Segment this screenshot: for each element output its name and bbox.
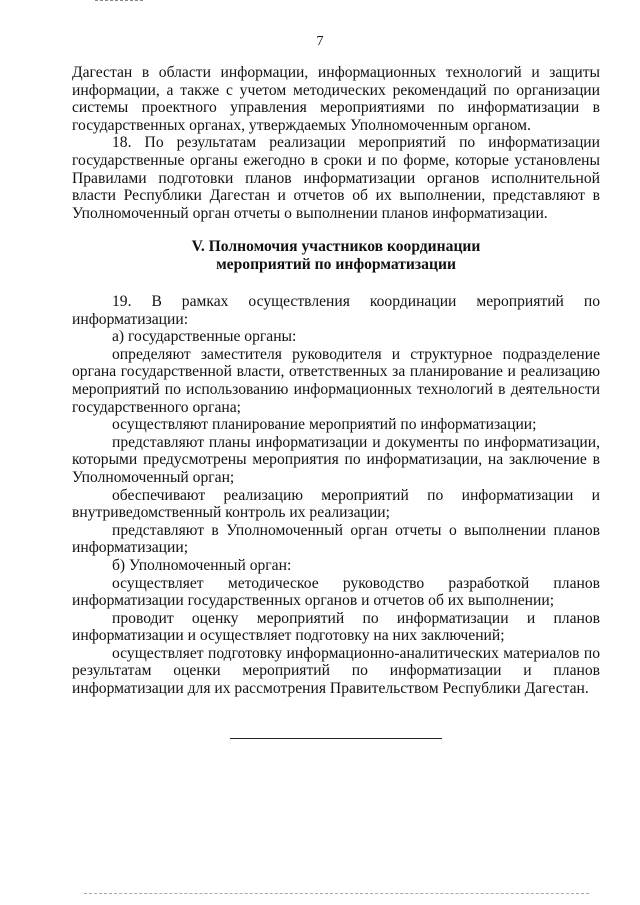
end-of-document-rule [230,738,442,739]
subclause-b-heading: б) Уполномоченный орган: [112,556,292,574]
section-heading-line-1: V. Полномочия участников координации [191,238,481,255]
paragraph-18: 18. По результатам реализации мероприятий по информатизации государственные органы ежегодно в сроки и по форме, которые установлены Правилами подготовки планов информатизации органов исполнительной власти Республики Дагестан и отчетов об их выполнении, представляют в Уполномоченный орган отчеты о выполнении планов информатизации. [72,134,600,222]
clause-intro: 19. В рамках осуществления координации мероприятий по информатизации: [72,293,600,328]
list-item: осуществляют планирование мероприятий по информатизации; [112,416,537,434]
list-item: представляют в Уполномоченный орган отчеты о выполнении планов информатизации; [72,521,600,557]
subclause-a-heading: а) государственные органы: [112,328,297,346]
page-number: 7 [316,34,324,49]
list-item: проводит оценку мероприятий по информатизации и планов информатизации и осуществляет подготовку на них заключений; [72,609,600,645]
scan-edge-mark [95,0,143,1]
section-heading-line-2: мероприятий по информатизации [216,255,456,273]
list-item: представляют планы информатизации и документы по информатизации, которыми предусмотрены мероприятия по информатизации, на заключение в Уполномоченный орган; [72,433,600,486]
clause-19 [72,293,600,698]
document-body [72,64,600,222]
section-heading [72,238,600,273]
scan-edge-mark [84,893,589,894]
paragraph-continuation: Дагестан в области информации, информационных технологий и защиты информации, а также с учетом методических рекомендаций по организации системы проектного управления мероприятиями по информатизации в государственных органах, утверждаемых Уполномоченным органом. [72,64,600,134]
list-item: осуществляет подготовку информационно-аналитических материалов по результатам оценки мероприятий по информатизации и планов информатизации для их рассмотрения Правительством Республики Дагестан. [72,644,600,698]
list-item: осуществляет методическое руководство разработкой планов информатизации государственных органов и отчетов об их выполнении; [72,574,600,610]
list-item: обеспечивают реализацию мероприятий по информатизации и внутриведомственный контроль их реализации; [72,486,600,522]
list-item: определяют заместителя руководителя и структурное подразделение органа государственной власти, ответственных за планирование и реализацию мероприятий по использованию информационных технологий в деятельности государственного органа; [72,345,600,416]
